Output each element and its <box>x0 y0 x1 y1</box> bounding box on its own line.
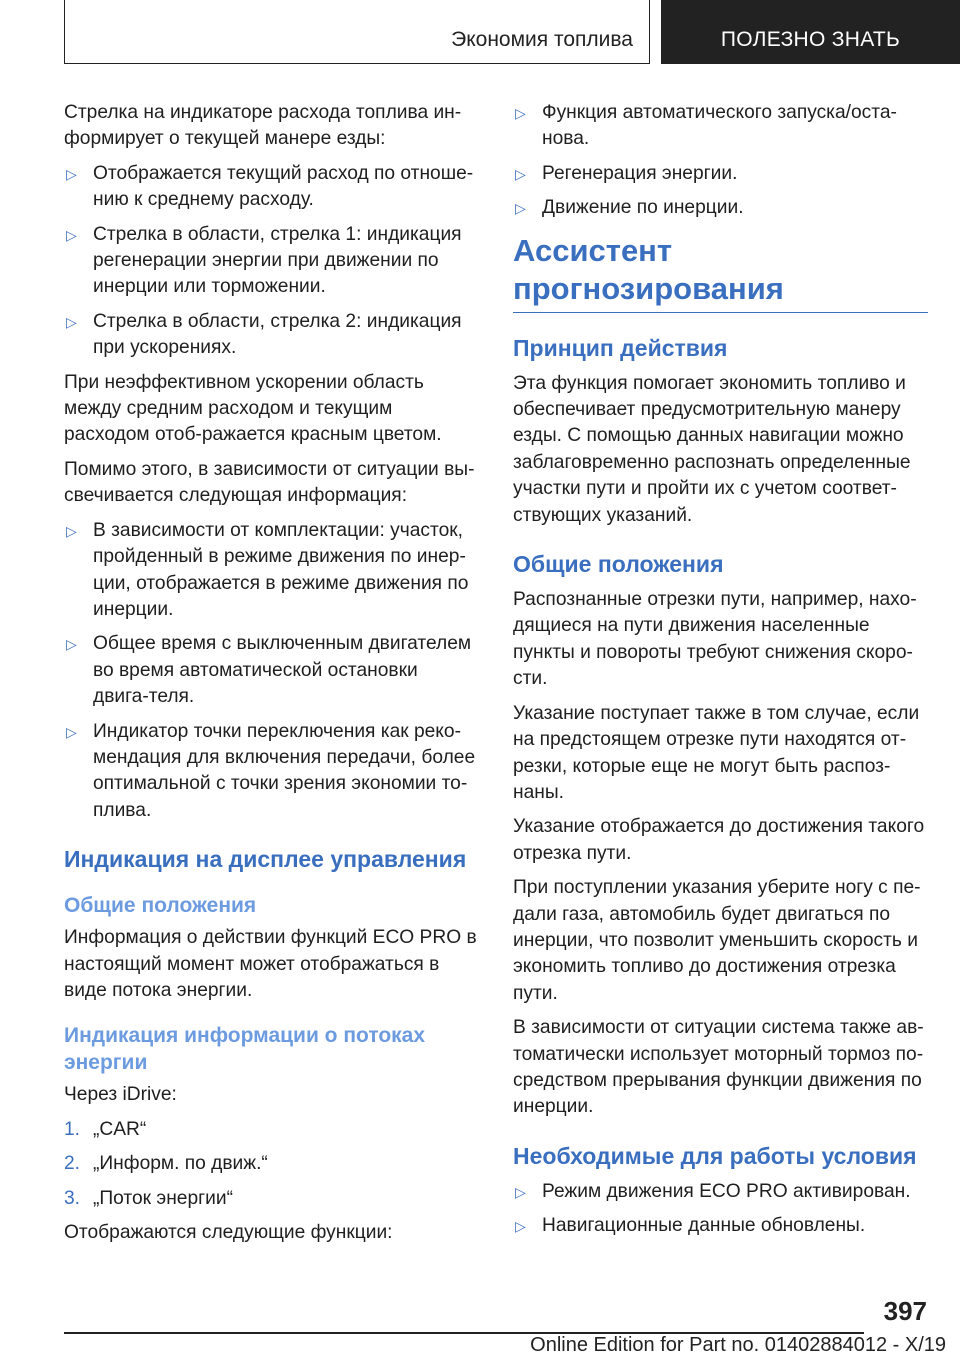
triangle-right-outline-icon: ▷ <box>515 105 526 121</box>
list-item: ▷ Стрелка в области, стрелка 1: индикация регенерации энергии при движении по инерции или торможении. <box>66 223 462 298</box>
list-item: ▷ В зависимости от комплектации: участок, пройденный в режиме движения по инер-ции, отображается в режиме движения по инерции. <box>66 519 469 620</box>
list-item: 3. „Поток энергии“ <box>64 1187 233 1209</box>
triangle-right-outline-icon: ▷ <box>515 1183 526 1200</box>
bullet-list <box>64 518 478 824</box>
paragraph: Указание отображается до достижения такого отрезка пути. <box>513 816 925 864</box>
list-item: 2. „Информ. по движ.“ <box>64 1153 268 1175</box>
section-tab <box>64 0 650 64</box>
paragraph: Указание поступает также в том случае, если на предстоящем отрезке пути находятся от-резки, которые еще не могут быть распоз-наны. <box>513 702 920 803</box>
triangle-right-outline-icon: ▷ <box>66 522 77 539</box>
list-item: ▷ Режим движения ECO PRO активирован. <box>513 1179 928 1205</box>
footer-edition: Online Edition for Part no. 01402884012 - X/19 <box>530 1334 946 1356</box>
paragraph: При неэффективном ускорении область между средним расходом и текущим расходом отоб-ражается красным цветом. <box>64 371 442 446</box>
bullet-list <box>64 161 478 362</box>
chapter-tab <box>661 0 960 64</box>
list-item: ▷ Общее время с выключенным двигателем во время автоматической остановки двига-теля. <box>66 633 472 708</box>
triangle-right-outline-icon: ▷ <box>515 1218 526 1235</box>
chapter-heading: Ассистент прогнозирования <box>513 232 928 313</box>
left-column <box>64 100 478 1254</box>
paragraph: Информация о действии функций ECO PRO в настоящий момент может отображаться в виде потока энергии. <box>64 927 477 1001</box>
triangle-right-outline-icon: ▷ <box>66 723 77 740</box>
paragraph: Через iDrive: <box>64 1084 177 1106</box>
paragraph: Распознанные отрезки пути, например, нахо-дящиеся на пути движения населенные пункты и повороты требуют снижения скоро-сти. <box>513 589 917 690</box>
right-column <box>513 100 928 1248</box>
list-item: ▷ Регенерация энергии. <box>513 161 928 187</box>
bullet-list <box>513 100 928 222</box>
page-number: 397 <box>883 1296 927 1326</box>
paragraph: Помимо этого, в зависимости от ситуации вы-свечивается следующая информация: <box>64 458 475 507</box>
numbered-list <box>64 1117 478 1212</box>
section-heading: Общие положения <box>513 551 724 578</box>
triangle-right-outline-icon: ▷ <box>66 226 77 243</box>
triangle-right-outline-icon: ▷ <box>515 200 526 217</box>
page-header <box>0 0 960 66</box>
paragraph: Стрелка на индикаторе расхода топлива ин-формирует о текущей манере езды: <box>64 102 462 150</box>
bullet-list <box>513 1179 928 1240</box>
list-item: ▷ Навигационные данные обновлены. <box>513 1213 928 1239</box>
paragraph: В зависимости от ситуации система также ав-томатически использует моторный тормоз по-средством прерывания функции движения по инерции. <box>513 1017 924 1118</box>
subsection-heading: Общие положения <box>64 894 257 918</box>
list-item: ▷ Отображается текущий расход по отноше-нию к среднему расходу. <box>66 162 474 211</box>
list-item: ▷ Стрелка в области, стрелка 2: индикация при ускорениях. <box>66 310 462 359</box>
section-title: Экономия топлива <box>451 28 633 51</box>
list-item: ▷ Индикатор точки переключения как реко-мендация для включения передачи, более оптимальной с точки зрения экономии то-плива. <box>66 720 476 821</box>
section-heading: Необходимые для работы условия <box>513 1142 917 1169</box>
subsection-heading: Индикация информации о потоках энергии <box>64 1024 426 1075</box>
paragraph: При поступлении указания уберите ногу с пе-дали газа, автомобиль будет двигаться по инерции, что позволит уменьшить скорость и экономить топливо до достижения отрезка пути. <box>513 877 921 1004</box>
chapter-title: ПОЛЕЗНО ЗНАТЬ <box>720 28 901 51</box>
triangle-right-outline-icon: ▷ <box>515 165 526 182</box>
list-item: 1. „CAR“ <box>64 1118 147 1140</box>
section-heading: Индикация на дисплее управления <box>64 846 467 873</box>
paragraph: Эта функция помогает экономить топливо и обеспечивает предусмотрительную манеру езды. С помощью данных навигации можно заблаговременно распознать определенные участки пути и пройти их с учетом соответ-ствующих указаний. <box>513 372 911 526</box>
triangle-right-outline-icon: ▷ <box>66 313 77 330</box>
list-item: ▷ Функция автоматического запуска/оста-нова. <box>515 102 897 150</box>
triangle-right-outline-icon: ▷ <box>66 636 77 653</box>
section-heading: Принцип действия <box>513 334 728 361</box>
paragraph: Отображаются следующие функции: <box>64 1222 393 1243</box>
list-item: ▷ Движение по инерции. <box>513 195 928 221</box>
triangle-right-outline-icon: ▷ <box>66 165 77 182</box>
